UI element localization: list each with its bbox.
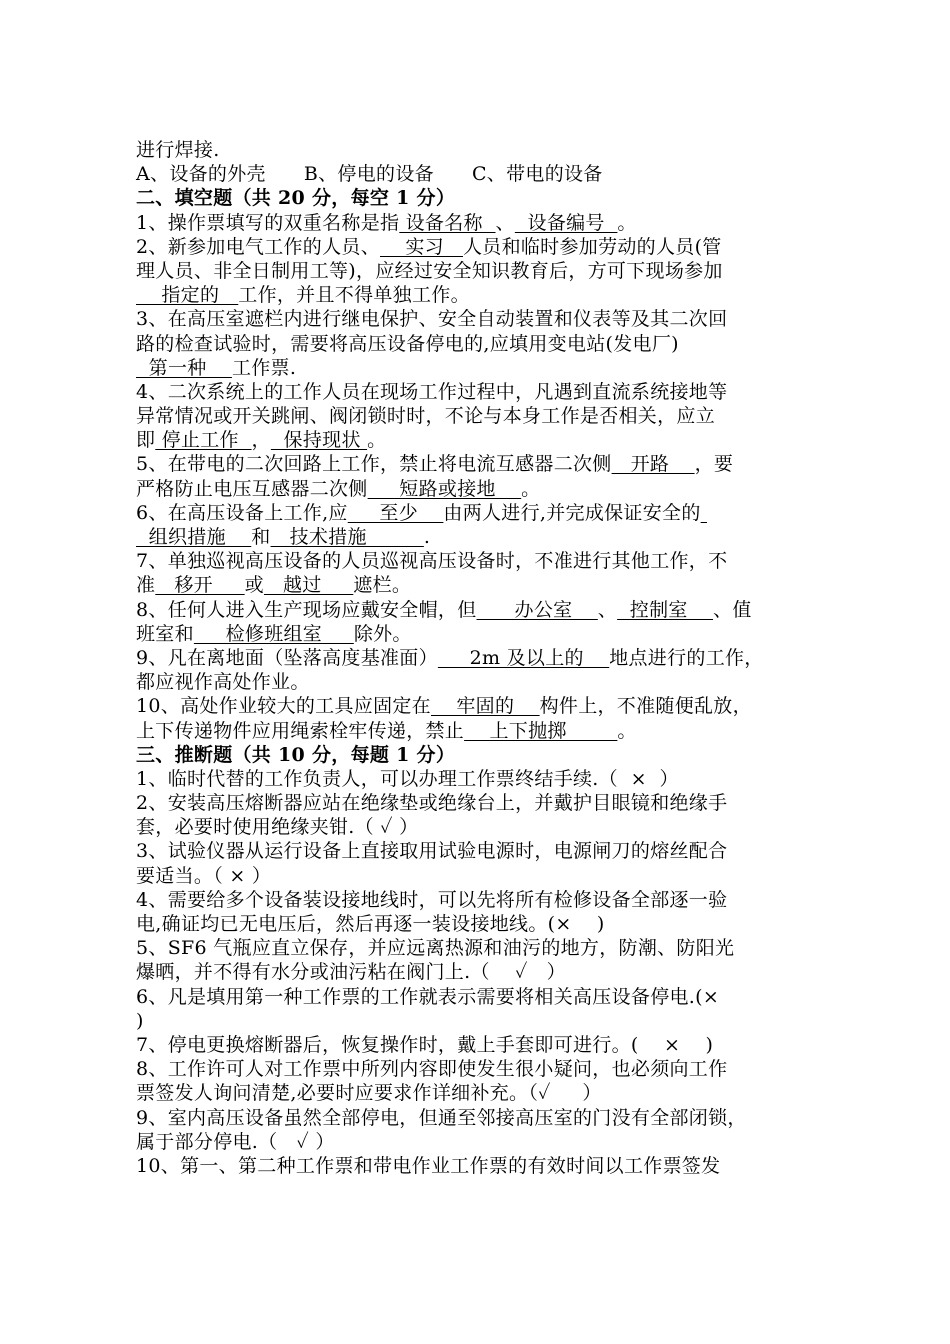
text-run: ，要 xyxy=(694,453,734,476)
text-run: A、设备的外壳 B、停电的设备 C、带电的设备 xyxy=(136,163,603,186)
answer-blank: 牢固的 xyxy=(430,695,540,718)
text-run: 进行焊接. xyxy=(136,139,220,161)
text-run: 6、凡是填用第一种工作票的工作就表示需要将相关高压设备停电.(× xyxy=(136,985,720,1008)
text-line xyxy=(136,477,836,501)
text-run: 1、临时代替的工作负责人，可以办理工作票终结手续.（ × ） xyxy=(136,767,679,790)
text-line xyxy=(136,912,836,936)
text-line xyxy=(136,138,836,162)
answer-blank: 指定的 xyxy=(136,284,239,307)
text-run: 3、试验仪器从运行设备上直接取用试验电源时，电源闸刀的熔丝配合 xyxy=(136,840,728,863)
answer-blank: 至少 xyxy=(347,501,444,524)
answer-blank: 短路或接地 xyxy=(367,477,522,500)
text-run: 爆晒，并不得有水分或油污粘在阀门上.（ ✓ ） xyxy=(136,961,566,984)
text-line xyxy=(136,1154,836,1178)
text-run: 5、在带电的二次回路上工作，禁止将电流互感器二次侧 xyxy=(136,453,612,476)
text-line xyxy=(136,501,836,525)
text-line xyxy=(136,936,836,960)
text-line xyxy=(136,235,836,259)
text-run: 即 xyxy=(136,429,156,452)
text-line xyxy=(136,767,836,791)
text-line xyxy=(136,1033,836,1057)
text-run: 工作票. xyxy=(231,356,297,379)
answer-blank: 上下抛掷 xyxy=(464,719,618,742)
text-line xyxy=(136,428,836,452)
text-run: 。 xyxy=(367,429,387,452)
text-line xyxy=(136,839,836,863)
text-line xyxy=(136,985,836,1009)
text-run: 人员和临时参加劳动的人员(管 xyxy=(462,235,722,258)
text-line xyxy=(136,283,836,307)
text-run: 准 xyxy=(136,574,156,597)
text-run: 票签发人询问清楚,必要时应要求作详细补充。（✓ ） xyxy=(136,1082,602,1105)
section-heading: 二、填空题（共 20 分，每空 1 分） xyxy=(136,187,456,210)
text-run: 都应视作高处作业。 xyxy=(136,671,310,694)
text-line xyxy=(136,719,836,743)
answer-blank: 控制室 xyxy=(617,598,714,621)
text-run: 9、凡在离地面（坠落高度基准面） xyxy=(136,646,438,669)
text-run: 4、二次系统上的工作人员在现场工作过程中，凡遇到直流系统接地等 xyxy=(136,380,728,403)
text-line xyxy=(136,815,836,839)
text-run: 。 xyxy=(617,719,637,742)
text-line xyxy=(136,186,836,210)
text-run: 2、新参加电气工作的人员、 xyxy=(136,235,380,258)
text-run: 。 xyxy=(617,211,637,234)
text-line xyxy=(136,670,836,694)
text-run: 电,确证均已无电压后，然后再逐一装设接地线。(× ) xyxy=(136,913,605,935)
text-run: 、 xyxy=(495,211,515,234)
text-line xyxy=(136,960,836,984)
text-run: 、 xyxy=(597,598,618,621)
text-line xyxy=(136,598,836,622)
answer-blank: 第一种 xyxy=(136,356,232,379)
text-line xyxy=(136,864,836,888)
text-run: 、值 xyxy=(713,598,752,621)
text-run: 上下传递物件应用绳索栓牢传递，禁止 xyxy=(136,719,465,742)
text-run: 套，必要时使用绝缘夹钳.（ ✓ ） xyxy=(136,816,419,839)
answer-blank: 越过 xyxy=(263,574,354,597)
text-run: 9、室内高压设备虽然全部停电，但通至邻接高压室的门没有全部闭锁， xyxy=(136,1106,747,1129)
text-run: 严格防止电压互感器二次侧 xyxy=(136,477,368,500)
answer-blank: 检修班组室 xyxy=(193,622,354,645)
text-run: 6、在高压设备上工作,应 xyxy=(136,501,348,524)
text-line xyxy=(136,332,836,356)
text-line xyxy=(136,1130,836,1154)
text-run: 7、单独巡视高压设备的人员巡视高压设备时，不准进行其他工作，不 xyxy=(136,550,728,573)
text-run: 遮栏。 xyxy=(353,574,412,597)
text-run: 2、安装高压熔断器应站在绝缘垫或绝缘台上，并戴护目眼镜和绝缘手 xyxy=(136,792,728,815)
text-run: 7、停电更换熔断器后，恢复操作时，戴上手套即可进行。( × ) xyxy=(136,1033,714,1056)
answer-blank: 开路 xyxy=(611,453,695,476)
answer-blank: 移开 xyxy=(155,574,245,597)
answer-blank: 停止工作 xyxy=(155,429,252,452)
text-line xyxy=(136,694,836,718)
text-run: 10、第一、第二种工作票和带电作业工作票的有效时间以工作票签发 xyxy=(136,1154,721,1177)
text-line xyxy=(136,743,836,767)
text-line xyxy=(136,356,836,380)
answer-blank: 设备编号 xyxy=(514,211,618,234)
text-run: 班室和 xyxy=(136,622,194,645)
text-run: 或 xyxy=(244,574,264,597)
text-run: 1、操作票填写的双重名称是指 xyxy=(136,211,400,234)
answer-blank xyxy=(701,502,707,524)
text-run: 10、高处作业较大的工具应固定在 xyxy=(136,695,431,718)
text-run: 3、在高压室遮栏内进行继电保护、安全自动装置和仪表等及其二次回 xyxy=(136,308,728,331)
text-run: 地点进行的工作， xyxy=(609,646,764,669)
answer-blank: 组织措施 xyxy=(136,526,252,548)
text-line xyxy=(136,646,836,670)
answer-blank: 设备名称 xyxy=(399,211,496,234)
answer-blank: 2m 及以上的 xyxy=(437,646,610,669)
section-heading: 三、推断题（共 10 分，每题 1 分） xyxy=(136,743,456,766)
text-run: 8、任何人进入生产现场应戴安全帽，但 xyxy=(136,598,477,621)
text-run: 路的检查试验时，需要将高压设备停电的,应填用变电站(发电厂) xyxy=(136,332,679,355)
answer-blank: 办公室 xyxy=(476,598,598,621)
text-run: 要适当。（ × ） xyxy=(136,864,272,887)
text-line xyxy=(136,573,836,597)
text-line xyxy=(136,380,836,404)
answer-blank: 实习 xyxy=(380,235,463,258)
text-line xyxy=(136,622,836,646)
text-line xyxy=(136,307,836,331)
text-run: ) xyxy=(136,1009,144,1032)
text-run: 异常情况或开关跳闸、阀闭锁时时，不论与本身工作是否相关，应立 xyxy=(136,405,716,428)
document-page xyxy=(136,138,836,1178)
text-run: 4、需要给多个设备装设接地线时，可以先将所有检修设备全部逐一验 xyxy=(136,888,728,911)
text-run: 。 xyxy=(521,477,541,500)
text-run: . xyxy=(423,526,431,548)
text-run: 5、SF6 气瓶应直立保存，并应远离热源和油污的地方，防潮、防阳光 xyxy=(136,937,735,960)
text-line xyxy=(136,259,836,283)
text-line xyxy=(136,1106,836,1130)
text-line xyxy=(136,211,836,235)
text-line xyxy=(136,888,836,912)
text-run: 属于部分停电.（ ✓ ） xyxy=(136,1130,335,1153)
text-line xyxy=(136,452,836,476)
text-line xyxy=(136,549,836,573)
text-line xyxy=(136,1009,836,1033)
text-line xyxy=(136,162,836,186)
text-line xyxy=(136,1057,836,1081)
text-run: 由两人进行,并完成保证安全的 xyxy=(443,501,701,524)
text-run: 和 xyxy=(251,526,271,548)
text-run: ， xyxy=(251,429,271,452)
text-line xyxy=(136,525,836,549)
answer-blank: 技术措施 xyxy=(270,526,424,548)
text-run: 构件上，不准随便乱放， xyxy=(539,695,752,718)
text-run: 工作，并且不得单独工作。 xyxy=(238,284,470,307)
text-run: 除外。 xyxy=(353,622,412,645)
text-run: 8、工作许可人对工作票中所列内容即使发生很小疑问，也必须向工作 xyxy=(136,1058,728,1081)
answer-blank: 保持现状 xyxy=(270,429,368,452)
text-line xyxy=(136,404,836,428)
text-line xyxy=(136,1081,836,1105)
text-line xyxy=(136,791,836,815)
text-run: 理人员、非全日制用工等)，应经过安全知识教育后，方可下现场参加 xyxy=(136,259,723,282)
